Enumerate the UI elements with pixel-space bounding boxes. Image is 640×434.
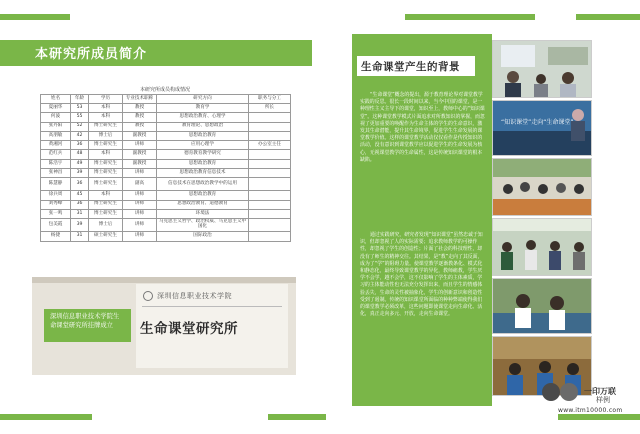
table-cell: 博士研究生 <box>89 169 123 178</box>
table-cell: 夏丽华 <box>41 104 71 113</box>
table-cell <box>249 150 291 159</box>
table-cell: 教授 <box>123 113 157 122</box>
table-row <box>41 219 291 232</box>
column-header: 姓名 <box>41 95 71 104</box>
table-cell <box>249 169 291 178</box>
table-cell: 副教授 <box>123 159 157 168</box>
table-cell <box>249 191 291 200</box>
table-cell: 教育理论、思想政治 <box>157 122 249 131</box>
table-cell <box>249 219 291 232</box>
column-header: 年龄 <box>71 95 89 104</box>
plaque-divider <box>142 306 282 307</box>
table-cell: 马克思主义哲学、政治权威、马克思主义中国化 <box>157 219 249 232</box>
table-cell: 讲师 <box>123 209 157 218</box>
table-cell <box>249 209 291 218</box>
classroom-photo-4-image <box>493 219 592 276</box>
table-cell: 本科 <box>89 113 123 122</box>
table-cell: 讲师 <box>123 191 157 200</box>
table-row <box>41 131 291 140</box>
table-cell: 教授 <box>123 104 157 113</box>
classroom-photo-5-image <box>493 279 592 334</box>
table-row <box>41 178 291 191</box>
table-cell: 博士研究生 <box>89 209 123 218</box>
table-cell: 博士后 <box>89 219 123 232</box>
classroom-photo-1 <box>492 40 592 98</box>
table-cell: 高朋敏 <box>41 131 71 140</box>
table-row <box>41 122 291 131</box>
photo-banner-text: “知识课堂”走向“生命课堂” <box>501 119 574 126</box>
table-cell: 张丹阳 <box>41 122 71 131</box>
table-cell: 张神昌 <box>41 169 71 178</box>
bottom-left-stripe <box>0 414 92 420</box>
brand-name: 一印万联 <box>584 387 616 396</box>
table-cell <box>249 131 291 140</box>
table-cell: 48 <box>71 150 89 159</box>
table-cell: 52 <box>71 122 89 131</box>
table-cell: 思想政治教育 <box>157 191 249 200</box>
table-row <box>41 209 291 218</box>
table-cell: 讲师 <box>123 200 157 209</box>
classroom-photo-3 <box>492 158 592 216</box>
table-cell: 办公室主任 <box>249 141 291 150</box>
table-cell: 信息技术在思想政治教学中的运用 <box>157 178 249 191</box>
table-cell: 杨捷 <box>41 232 71 241</box>
table-cell: 博士研究生 <box>89 141 123 150</box>
right-green-panel <box>352 34 492 406</box>
table-cell: 36 <box>71 200 89 209</box>
bottom-middle-stripe <box>268 414 326 420</box>
table-caption: 本研究所成员构成情况 <box>139 87 190 93</box>
table-row <box>41 191 291 200</box>
table-row <box>41 150 291 159</box>
table-cell: 范红兵 <box>41 150 71 159</box>
table-cell <box>249 232 291 241</box>
plaque-school-name: 深圳信息职业技术学院 <box>157 292 232 300</box>
table-cell: 55 <box>71 113 89 122</box>
members-table <box>40 94 291 242</box>
top-left-stripe <box>0 14 70 20</box>
table-cell <box>249 113 291 122</box>
top-middle-stripe <box>405 14 535 20</box>
members-table-section <box>40 87 290 242</box>
table-cell: 环境法 <box>157 209 249 218</box>
table-cell <box>249 159 291 168</box>
table-cell: 副高 <box>123 178 157 191</box>
table-cell: 讲师 <box>123 141 157 150</box>
table-cell: 本科 <box>89 191 123 200</box>
page-title: 本研究所成员简介 <box>35 47 148 62</box>
body-paragraph-2: 通过实践研究，研究者发现“知识课堂”虽然忠诚于知识，但却忽视了人的实际需要；追求教师教学的可操作性，却忽视了学生的创造性；片面了社会的科技理性，却没有了师生的精神交往。其结果，是“教”走向了其反面，成为了“学”的阻碍力量。使课堂教学逐渐教条化、模式化和静态化，最终导致课堂教学的异化，教师痛教，学生厌学不会学，越不会学，这不仅影响了学生的主体素质，学习的主体能动性也无法充分发挥出来，而且学生的情感体验丢失，生命的灵性被抽象化，学生的创新意识和创造性受到了遏制。传统的知识课堂所面临的种种弊端使得我们的课堂教学必须改革，这些问题即使课堂走向生命化、活化，真正走向多元、开放，走向生命课堂。 <box>360 232 483 318</box>
table-cell: 刘秀峰 <box>41 200 71 209</box>
table-cell: 讲师 <box>123 169 157 178</box>
table-cell: 本科 <box>89 104 123 113</box>
table-cell: 讲师 <box>123 232 157 241</box>
table-header-row <box>41 95 291 104</box>
classroom-photo-1-image <box>493 41 592 98</box>
table-cell: 31 <box>71 232 89 241</box>
table-cell: 53 <box>71 104 89 113</box>
table-cell: 思想政治教育、心理学 <box>157 113 249 122</box>
table-cell: 思想政治教育、道德教育 <box>157 200 249 209</box>
table-cell: 副教授 <box>123 131 157 140</box>
brand-url: www.itm10000.com <box>558 407 623 414</box>
table-row <box>41 169 291 178</box>
plaque-institute-name: 生命课堂研究所 <box>140 321 238 337</box>
table-cell: 包美霞 <box>41 219 71 232</box>
column-header: 职务与分工 <box>249 95 291 104</box>
table-cell: 博士研究生 <box>89 122 123 131</box>
body-paragraph-1: “生命课堂”概念的提出，源于教育理论界对课堂教学实践的反思。很长一段时间以来，当今中国的课堂，是一种理性主义主导下的课堂，知识至上，教师中心的“知识课堂”。这种课堂教学模式片面追求对所教知识的掌握，而忽视了更加重要的唤醒作为生命主体的学生的生命意识，激发其生命潜能，提升其生命境界，促进学生生命发展的课堂教学价值。这样的课堂教学活动仅仅看作是传授知识的活动，没有意识到课堂教学应以促进学生的生命发展为核心，无视课堂教学的生命属性，这是传统知识课堂的根本缺陷。 <box>360 92 485 163</box>
section-title: 生命课堂产生的背景 <box>361 61 460 73</box>
table-row <box>41 113 291 122</box>
classroom-photo-2-image <box>493 101 592 156</box>
table-cell: 博士研究生 <box>89 178 123 191</box>
table-cell: 国际政治 <box>157 232 249 241</box>
logo-circle-icon <box>542 383 560 401</box>
table-cell: 45 <box>71 191 89 200</box>
table-cell: 39 <box>71 169 89 178</box>
table-row <box>41 200 291 209</box>
table-cell: 教育学 <box>157 104 249 113</box>
table-cell: 博士研究生 <box>89 159 123 168</box>
table-cell: 教授 <box>123 122 157 131</box>
table-cell: 博士研究生 <box>89 200 123 209</box>
table-cell: 黄湘河 <box>41 141 71 150</box>
table-cell: 博士后 <box>89 131 123 140</box>
table-cell: 张一鸣 <box>41 209 71 218</box>
table-cell: 49 <box>71 159 89 168</box>
table-cell: 31 <box>71 209 89 218</box>
logo-circle-icon <box>560 383 578 401</box>
classroom-photo-4 <box>492 218 592 276</box>
table-cell: 硕士研究生 <box>89 232 123 241</box>
brand-subtitle: 样例 <box>596 396 610 404</box>
school-logo-icon <box>143 291 153 301</box>
table-cell: 思想政治教育 <box>157 159 249 168</box>
table-cell: 讲师 <box>123 219 157 232</box>
table-cell: 思想政治教育信息技术 <box>157 169 249 178</box>
table-cell <box>249 122 291 131</box>
table-cell: 陈慧静 <box>41 178 71 191</box>
table-cell: 本科 <box>89 150 123 159</box>
table-row <box>41 159 291 168</box>
table-cell <box>249 178 291 191</box>
table-cell: 陈浩宇 <box>41 159 71 168</box>
table-cell: 应用心理学 <box>157 141 249 150</box>
table-cell: 徐兵周 <box>41 191 71 200</box>
column-header: 专业技术职称 <box>123 95 157 104</box>
table-cell <box>249 200 291 209</box>
column-header: 学历 <box>89 95 123 104</box>
table-row <box>41 232 291 241</box>
photo-caption: 深圳信息职业技术学院生命课堂研究所挂牌成立 <box>44 309 131 342</box>
table-row <box>41 104 291 113</box>
classroom-photo-5 <box>492 278 592 334</box>
classroom-photo-3-image <box>493 159 592 216</box>
table-row <box>41 141 291 150</box>
table-cell: 36 <box>71 141 89 150</box>
table-cell: 所长 <box>249 104 291 113</box>
table-cell: 何波 <box>41 113 71 122</box>
table-body <box>41 104 291 242</box>
table-cell: 42 <box>71 131 89 140</box>
table-cell: 德育教育教学研究 <box>157 150 249 159</box>
top-right-stripe <box>576 14 640 20</box>
table-cell: 副教授 <box>123 150 157 159</box>
table-cell: 36 <box>71 178 89 191</box>
column-header: 研究方向 <box>157 95 249 104</box>
classroom-photo-2 <box>492 100 592 156</box>
table-cell: 思想政治教育 <box>157 131 249 140</box>
table-cell: 39 <box>71 219 89 232</box>
